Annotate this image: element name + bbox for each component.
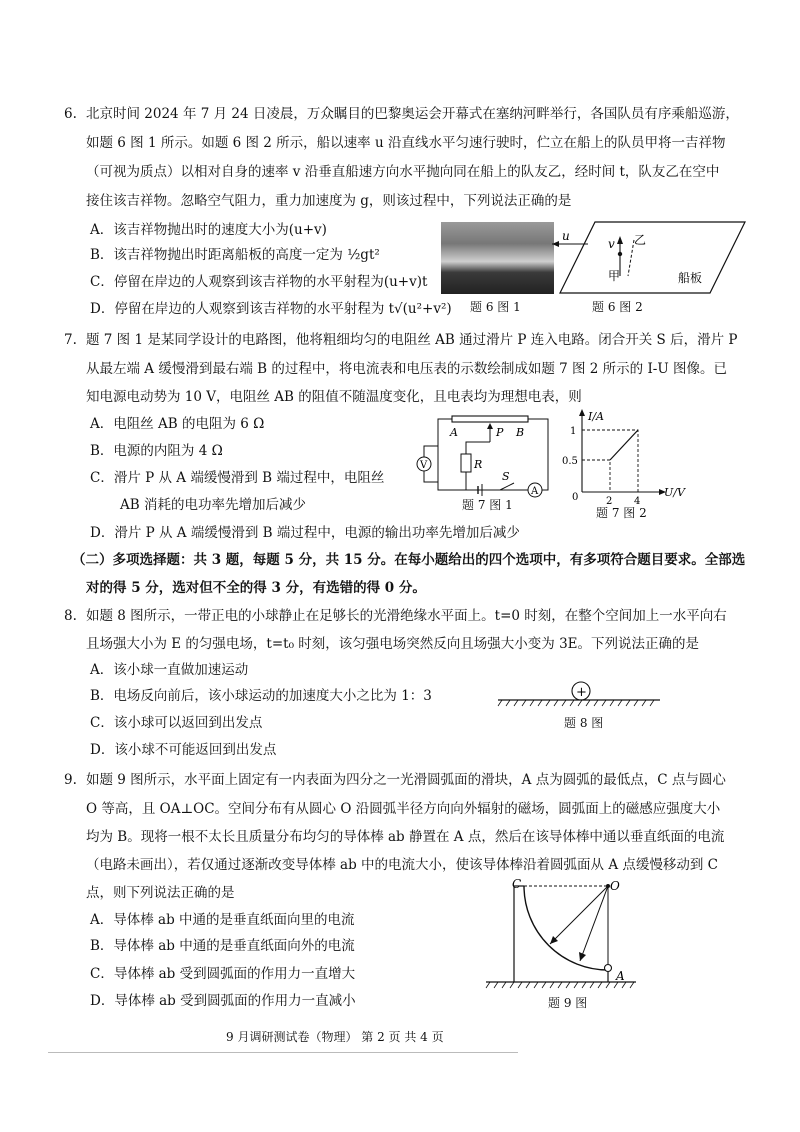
page-footer: 9 月调研测试卷（物理） 第 2 页 共 4 页 <box>226 1030 444 1044</box>
q6-line-2: 如题 6 图 1 所示。如题 6 图 2 所示，船以速率 u 沿直线水平匀速行驶时，伫立在船上的队员甲将一吉祥物 <box>86 135 726 151</box>
q7-option-c: C．滑片 P 从 A 端缓慢滑到 B 端过程中，电阻丝 <box>90 470 385 486</box>
wire-slider <box>466 442 490 454</box>
q6-fig2-caption: 题 6 图 2 <box>592 300 643 314</box>
q9-option-a: A．导体棒 ab 中通的是垂直纸面向里的电流 <box>90 912 355 928</box>
x-tick-2: 2 <box>606 496 613 506</box>
q7-option-a: A．电阻丝 AB 的电阻为 6 Ω <box>90 416 265 432</box>
y-tick-1: 1 <box>570 426 577 437</box>
q8-diagram <box>494 680 664 714</box>
conductor-rod-ab <box>605 965 612 972</box>
v-label: v <box>608 237 615 251</box>
q9-number: 9. <box>64 772 77 788</box>
v-arrowhead <box>617 236 623 244</box>
q8-option-a: A．该小球一直做加速运动 <box>90 662 249 678</box>
u-label: u <box>562 229 570 243</box>
q7-circuit-diagram <box>410 410 560 498</box>
q8-caption: 题 8 图 <box>564 716 604 730</box>
label-B: B <box>516 426 525 439</box>
q6-line-4: 接住该吉祥物。忽略空气阻力，重力加速度为 g，则该过程中，下列说法正确的是 <box>86 193 572 209</box>
radius-line-2 <box>580 886 608 961</box>
label-R: R <box>474 458 483 471</box>
voltmeter-wire-top <box>424 446 438 457</box>
q7-line-1: 题 7 图 1 是某同学设计的电路图，他将粗细均匀的电阻丝 AB 通过滑片 P 连入电路。闭合开关 S 后，滑片 P <box>86 332 738 348</box>
origin-label: 0 <box>572 492 579 503</box>
q9-line-5: 点，则下列说法正确的是 <box>86 885 235 901</box>
q9-line-1: 如题 9 图所示，水平面上固定有一内表面为四分之一光滑圆弧面的滑块，A 点为圆弧的最低点，C 点与圆心 <box>86 772 726 788</box>
q6-option-c: C．停留在岸边的人观察到该吉祥物的水平射程为(u+v)t <box>90 274 428 290</box>
ball-sign: + <box>576 685 587 700</box>
iu-line <box>610 430 638 460</box>
boat-deck-outline <box>560 222 745 293</box>
q7-iu-graph <box>560 406 690 506</box>
q6-fig2-diagram <box>540 218 750 300</box>
q6-line-1: 北京时间 2024 年 7 月 24 日凌晨，万众瞩目的巴黎奥运会开幕式在塞纳河畔举行，各国队员有序乘船巡游， <box>86 106 739 122</box>
q7-option-d: D．滑片 P 从 A 端缓慢滑到 B 端过程中，电源的输出功率先增加后减少 <box>90 525 520 541</box>
q9-line-4: （电路未画出），若仅通过逐渐改变导体棒 ab 中的电流大小，使该导体棒沿着圆弧面从 A 点缓慢移动到 C <box>86 857 718 873</box>
resistor-R <box>461 454 471 472</box>
switch-S <box>500 483 514 490</box>
wire-right <box>528 419 548 490</box>
q8-option-c: C．该小球可以返回到出发点 <box>90 715 263 731</box>
q7-fig1-caption: 题 7 图 1 <box>462 498 513 512</box>
q9-line-2: O 等高，且 OA⊥OC。空间分布有从圆心 O 沿圆弧半径方向向外辐射的磁场，圆弧面上的磁感应强度大小 <box>86 801 721 817</box>
label-O: O <box>610 879 620 893</box>
y-axis-arrow <box>579 409 585 416</box>
q8-line-2: 且场强大小为 E 的匀强电场，t=t₀ 时刻，该匀强电场突然反向且场强大小变为 3E。下列说法正确的是 <box>86 636 700 652</box>
q7-line-3: 知电源电动势为 10 V，电阻丝 AB 的阻值不随温度变化，且电表均为理想电表，则 <box>86 389 582 405</box>
u-arrowhead <box>552 241 559 247</box>
ground-hatching <box>486 982 634 988</box>
guide-dashed-05 <box>582 460 610 492</box>
q6-number: 6. <box>64 106 77 122</box>
label-A: A <box>450 426 458 439</box>
q9-option-c: C．导体棒 ab 受到圆弧面的作用力一直增大 <box>90 966 356 982</box>
q6-line-3: （可视为质点）以相对自身的速率 v 沿垂直船速方向水平抛向同在船上的队友乙，经时间 t，队友乙在空中 <box>86 164 720 180</box>
slider-arrowhead <box>487 423 493 429</box>
section2-header-line1: （二）多项选择题：共 3 题，每题 5 分，共 15 分。在每小题给出的四个选项中，有多项符合题目要求。全部选 <box>72 552 746 568</box>
ground-hatching <box>498 700 654 706</box>
label-S: S <box>502 470 510 483</box>
label-V: V <box>420 460 428 471</box>
q7-fig2-caption: 题 7 图 2 <box>596 506 647 520</box>
q7-option-c-cont: AB 消耗的电功率先增加后减少 <box>120 497 306 513</box>
q8-option-d: D．该小球不可能返回到出发点 <box>90 742 277 758</box>
q9-line-3: 均为 B。现将一根不太长且质量分布均匀的导体棒 ab 静置在 A 点，然后在该导体棒中通以垂直纸面的电流 <box>86 829 725 845</box>
q7-option-b: B．电源的内阻为 4 Ω <box>90 443 223 459</box>
q6-fig1-photo <box>441 222 554 294</box>
q6-fig1-caption: 题 6 图 1 <box>470 300 521 314</box>
q9-diagram <box>480 872 640 996</box>
q8-line-1: 如题 8 图所示，一带正电的小球静止在足够长的光滑绝缘水平面上。t=0 时刻，在整个空间加上一水平向右 <box>86 608 727 624</box>
footer-divider <box>48 1052 518 1053</box>
label-A: A <box>616 969 625 983</box>
label-P: P <box>496 426 504 439</box>
mascot-dot <box>618 252 622 256</box>
q6-option-d: D．停留在岸边的人观察到该吉祥物的水平射程为 t√(u²+v²) <box>90 301 452 317</box>
q8-option-b: B．电场反向前后，该小球运动的加速度大小之比为 1：3 <box>90 688 432 704</box>
q7-number: 7. <box>64 332 77 348</box>
q6-option-b: B．该吉祥物抛出时距离船板的高度一定为 ½gt² <box>90 247 380 263</box>
y-tick-05: 0.5 <box>562 456 578 467</box>
resistance-wire-AB <box>452 416 528 422</box>
board-label: 船板 <box>678 271 703 285</box>
section2-header-line2: 对的得 5 分，选对但不全的得 3 分，有选错的得 0 分。 <box>86 580 426 596</box>
jia-label: 甲 <box>608 269 621 283</box>
q8-number: 8. <box>64 608 77 624</box>
x-tick-4: 4 <box>634 496 641 506</box>
label-C: C <box>512 877 522 891</box>
x-axis-label: U/V <box>664 486 685 499</box>
yi-label: 乙 <box>634 233 647 247</box>
y-axis-label: I/A <box>588 410 604 423</box>
voltmeter-wire-bottom <box>424 471 438 482</box>
q9-caption: 题 9 图 <box>548 996 588 1010</box>
q6-option-a: A．该吉祥物抛出时的速度大小为(u+v) <box>90 222 327 238</box>
label-Am: A <box>531 486 539 497</box>
q9-option-d: D．导体棒 ab 受到圆弧面的作用力一直减小 <box>90 993 356 1009</box>
radius-line-1 <box>550 886 608 944</box>
q9-option-b: B．导体棒 ab 中通的是垂直纸面向外的电流 <box>90 938 355 954</box>
q7-line-2: 从最左端 A 缓慢滑到最右端 B 的过程中，将电流表和电压表的示数绘制成如题 7 图 2 所示的 I-U 图像。已 <box>86 361 728 377</box>
